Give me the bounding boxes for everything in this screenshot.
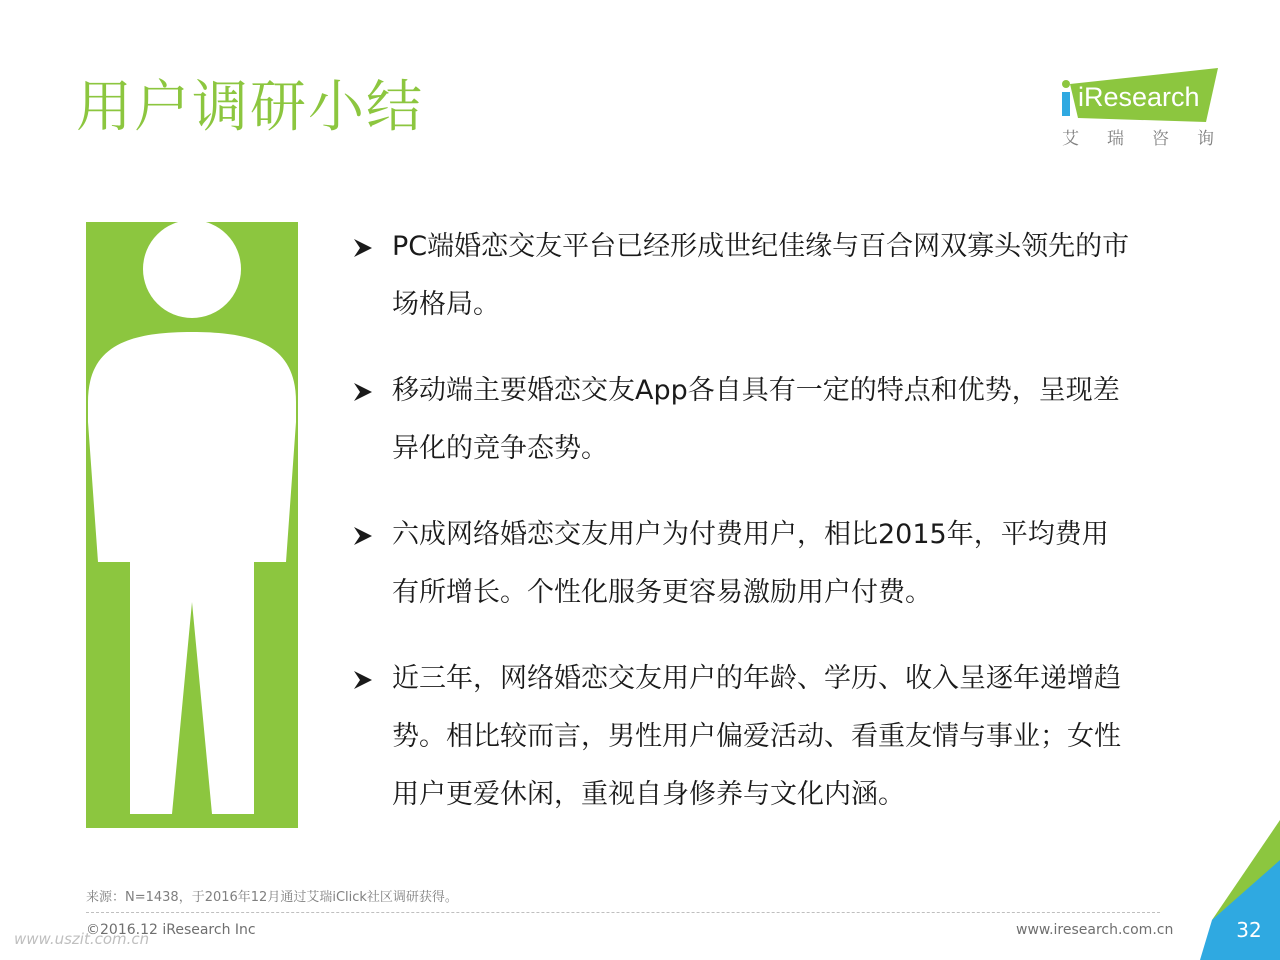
page-number: 32 [1236, 918, 1262, 942]
figure-head [143, 222, 241, 318]
summary-item-line: 六成网络婚恋交友用户为付费用户，相比2015年，平均费用 [392, 519, 1109, 550]
corner-blue-shape [1200, 860, 1280, 960]
footer-divider [86, 912, 1160, 913]
person-silhouette-icon [86, 222, 298, 828]
arrowhead-bullet-icon [352, 525, 374, 547]
summary-item [352, 218, 1202, 334]
summary-item-line: PC端婚恋交友平台已经形成世纪佳缘与百合网双寡头领先的市 [392, 231, 1130, 262]
summary-list [352, 218, 1202, 852]
summary-item-line: 有所增长。个性化服务更容易激励用户付费。 [392, 577, 932, 608]
logo-dot [1062, 80, 1070, 88]
summary-item [352, 650, 1202, 824]
summary-item-line: 异化的竞争态势。 [392, 433, 608, 464]
watermark: www.uszit.com.cn [14, 930, 150, 948]
summary-item-line: 场格局。 [392, 289, 500, 320]
logo-subtitle: 艾瑞咨询 [1062, 129, 1242, 149]
summary-item [352, 506, 1202, 622]
page-title: 用户调研小结 [76, 75, 424, 140]
arrowhead-bullet-icon [352, 669, 374, 691]
summary-item-line: 近三年，网络婚恋交友用户的年龄、学历、收入呈逐年递增趋 [392, 663, 1121, 694]
copyright: ©2016.12 iResearch Inc [86, 922, 256, 938]
summary-item-line: 势。相比较而言，男性用户偏爱活动、看重友情与事业；女性 [392, 721, 1121, 752]
arrowhead-bullet-icon [352, 381, 374, 403]
summary-item-line: 移动端主要婚恋交友App各自具有一定的特点和优势，呈现差 [392, 375, 1120, 406]
logo-i-stem [1062, 92, 1070, 116]
source-note: 来源：N=1438，于2016年12月通过艾瑞iClick社区调研获得。 [86, 890, 458, 905]
website-link[interactable]: www.iresearch.com.cn [1016, 922, 1174, 938]
arrowhead-bullet-icon [352, 237, 374, 259]
logo-text: iResearch [1078, 82, 1200, 112]
summary-item-line: 用户更爱休闲，重视自身修养与文化内涵。 [392, 779, 905, 810]
summary-item [352, 362, 1202, 478]
